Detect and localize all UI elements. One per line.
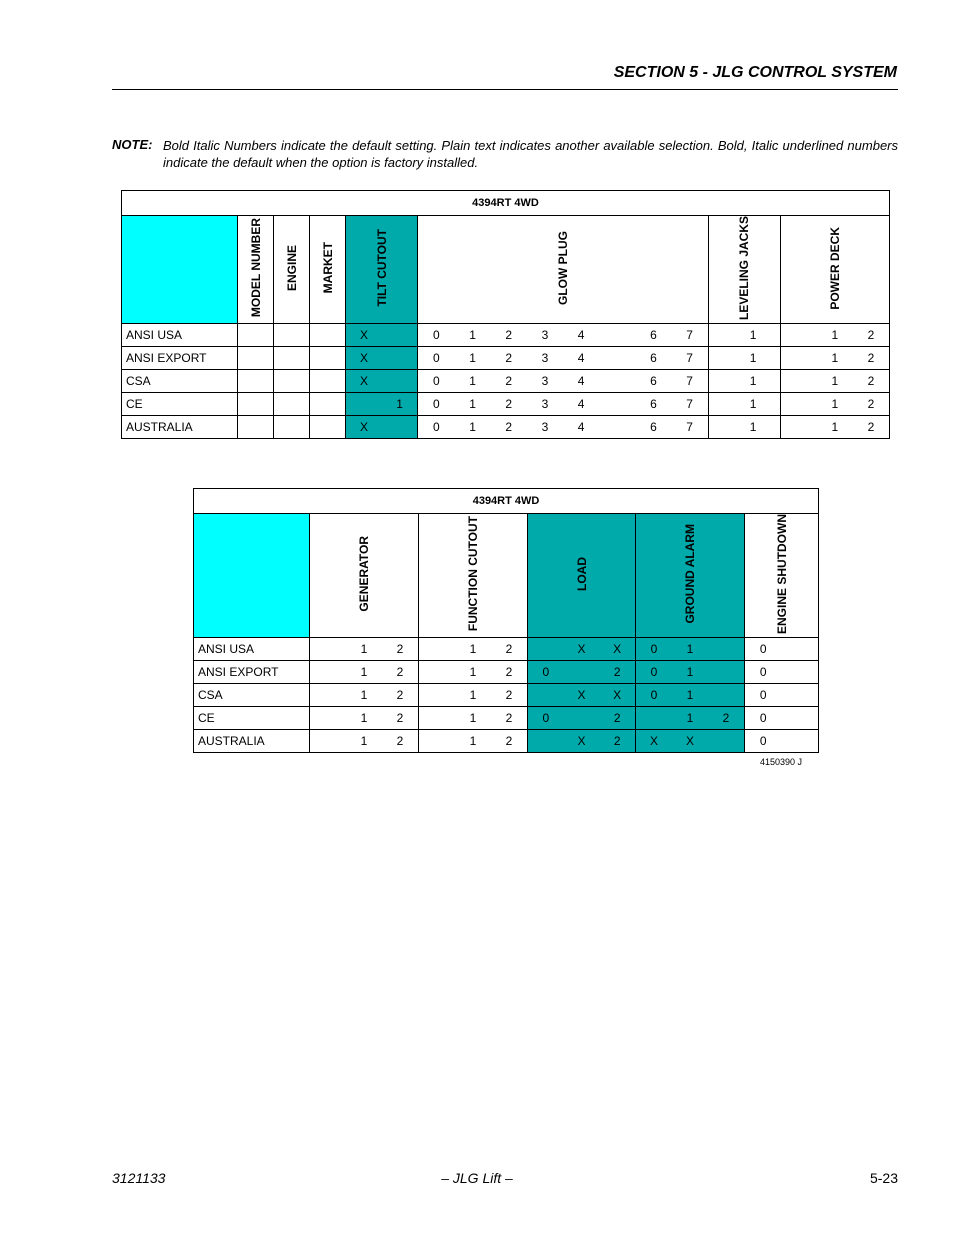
option-value: 3	[541, 420, 549, 435]
glow-plug-cell	[418, 347, 708, 370]
option-value: 2	[396, 688, 404, 702]
section-title: SECTION 5 - JLG CONTROL SYSTEM	[613, 64, 897, 81]
engine-cell	[274, 416, 310, 439]
leveling-jacks-cell	[708, 416, 780, 439]
option-value: 2	[722, 711, 730, 725]
load-cell	[528, 638, 636, 661]
option-value: 1	[831, 420, 839, 435]
option-value: X	[360, 420, 369, 435]
option-value: 2	[505, 328, 513, 343]
leveling-jacks-cell	[708, 347, 780, 370]
table-row	[122, 393, 890, 416]
option-value: 1	[469, 397, 476, 412]
option-value: 2	[396, 642, 404, 656]
option-value: X	[613, 688, 622, 702]
power-deck-cell	[780, 416, 889, 439]
col-leveling-jacks: LEVELING JACKS	[708, 216, 780, 324]
function-cutout-cell	[419, 661, 528, 684]
col-glow-plug: GLOW PLUG	[418, 216, 708, 324]
option-value: 1	[360, 642, 368, 656]
ground-alarm-cell	[636, 707, 745, 730]
option-value: 0	[759, 711, 767, 725]
power-deck-cell	[780, 370, 889, 393]
option-value: 0	[759, 642, 767, 656]
model-number-cell	[238, 370, 274, 393]
option-value: 2	[613, 734, 621, 748]
glow-plug-cell	[418, 324, 708, 347]
option-value: 6	[650, 374, 657, 389]
option-value: 0	[759, 734, 767, 748]
leveling-jacks-cell	[708, 370, 780, 393]
option-value: 1	[749, 374, 757, 389]
col-market: MARKET	[310, 216, 346, 324]
market-cell	[310, 370, 346, 393]
option-value: 7	[686, 351, 693, 366]
engine-shutdown-cell	[745, 638, 819, 661]
market-label: CSA	[194, 684, 310, 707]
table-row	[122, 347, 890, 370]
option-value: X	[649, 734, 658, 748]
option-value: 1	[469, 420, 476, 435]
ground-alarm-cell	[636, 638, 745, 661]
option-value: 1	[749, 328, 757, 343]
table-row	[122, 324, 890, 347]
market-label: CSA	[122, 370, 238, 393]
engine-shutdown-cell	[745, 707, 819, 730]
function-cutout-cell	[419, 684, 528, 707]
option-value: 0	[650, 665, 658, 679]
function-cutout-cell	[419, 730, 528, 753]
ground-alarm-cell	[636, 730, 745, 753]
market-cell	[310, 416, 346, 439]
option-value: 1	[686, 711, 694, 725]
option-value: 2	[505, 734, 513, 748]
option-value: 0	[759, 665, 767, 679]
option-value: 2	[867, 420, 875, 435]
function-cutout-cell	[419, 707, 528, 730]
option-value: 1	[749, 351, 757, 366]
option-value: 4	[577, 374, 585, 389]
engine-shutdown-cell	[745, 661, 819, 684]
glow-plug-cell	[418, 416, 708, 439]
option-value: 2	[505, 420, 513, 435]
note-label: NOTE:	[112, 137, 153, 152]
col-function-cutout: FUNCTION CUTOUT	[419, 514, 528, 638]
option-value: 2	[505, 351, 513, 366]
market-label: ANSI USA	[122, 324, 238, 347]
option-value: 2	[396, 711, 404, 725]
option-value: 1	[469, 665, 477, 679]
option-value: 0	[759, 688, 767, 702]
option-value: 1	[749, 397, 757, 412]
option-value: X	[577, 688, 586, 702]
model-number-cell	[238, 416, 274, 439]
tilt-cutout-cell	[346, 416, 418, 439]
generator-cell	[310, 661, 419, 684]
table1-header-row	[122, 216, 890, 324]
engine-shutdown-cell	[745, 730, 819, 753]
generator-cell	[310, 707, 419, 730]
option-value: 0	[542, 665, 550, 679]
option-value: X	[360, 328, 369, 343]
market-label: AUSTRALIA	[194, 730, 310, 753]
load-cell	[528, 730, 636, 753]
option-value: 1	[396, 397, 403, 412]
market-label: ANSI USA	[194, 638, 310, 661]
option-value: 2	[867, 351, 875, 366]
leveling-jacks-cell	[708, 393, 780, 416]
option-value: X	[360, 374, 369, 389]
engine-cell	[274, 393, 310, 416]
option-value: 1	[469, 642, 477, 656]
market-cell	[310, 347, 346, 370]
option-value: 6	[650, 397, 657, 412]
option-value: X	[577, 642, 586, 656]
option-value: 2	[505, 374, 513, 389]
col-engine-shutdown: ENGINE SHUTDOWN	[745, 514, 819, 638]
option-value: 7	[686, 374, 693, 389]
footer-brand: – JLG Lift –	[441, 1170, 513, 1186]
option-value: 4	[577, 328, 585, 343]
market-cell	[310, 393, 346, 416]
option-value: 2	[867, 328, 875, 343]
option-value: 6	[650, 328, 657, 343]
option-value: 2	[867, 397, 875, 412]
option-value: 7	[686, 397, 693, 412]
function-cutout-cell	[419, 638, 528, 661]
option-value: 2	[613, 665, 621, 679]
option-value: 1	[469, 734, 477, 748]
option-value: 0	[433, 351, 440, 366]
power-deck-cell	[780, 393, 889, 416]
table-row	[122, 370, 890, 393]
power-deck-cell	[780, 347, 889, 370]
table2-corner-cell	[194, 514, 310, 638]
option-value: 7	[686, 328, 693, 343]
table-row	[122, 416, 890, 439]
option-value: 2	[867, 374, 875, 389]
option-value: 1	[469, 374, 476, 389]
option-value: 2	[505, 711, 513, 725]
load-cell	[528, 684, 636, 707]
option-value: 1	[360, 665, 368, 679]
option-value: 4	[577, 420, 585, 435]
options-table-1	[121, 190, 890, 439]
table2-header-row	[194, 514, 819, 638]
option-value: 2	[505, 688, 513, 702]
engine-cell	[274, 347, 310, 370]
option-value: X	[685, 734, 694, 748]
generator-cell	[310, 730, 419, 753]
option-value: 1	[831, 397, 839, 412]
options-table-2	[193, 488, 819, 753]
option-value: 7	[686, 420, 693, 435]
option-value: 2	[396, 734, 404, 748]
tilt-cutout-cell	[346, 347, 418, 370]
power-deck-cell	[780, 324, 889, 347]
engine-shutdown-cell	[745, 684, 819, 707]
generator-cell	[310, 638, 419, 661]
option-value: 1	[831, 328, 839, 343]
footer-doc-number: 3121133	[112, 1170, 166, 1186]
ground-alarm-cell	[636, 684, 745, 707]
engine-cell	[274, 370, 310, 393]
footer-page-number: 5-23	[869, 1170, 898, 1186]
option-value: 1	[360, 688, 368, 702]
option-value: 1	[469, 351, 476, 366]
market-cell	[310, 324, 346, 347]
option-value: 2	[505, 397, 513, 412]
col-ground-alarm: GROUND ALARM	[636, 514, 745, 638]
leveling-jacks-cell	[708, 324, 780, 347]
load-cell	[528, 707, 636, 730]
option-value: X	[577, 734, 586, 748]
table1-corner-cell	[122, 216, 238, 324]
option-value: 1	[749, 420, 757, 435]
option-value: 1	[469, 688, 477, 702]
option-value: 3	[541, 351, 549, 366]
tilt-cutout-cell	[346, 370, 418, 393]
option-value: 1	[686, 688, 694, 702]
option-value: 4	[577, 351, 585, 366]
option-value: 1	[360, 734, 368, 748]
model-number-cell	[238, 324, 274, 347]
table-row	[194, 707, 819, 730]
option-value: 0	[433, 328, 440, 343]
table-row	[194, 638, 819, 661]
col-power-deck: POWER DECK	[780, 216, 889, 324]
option-value: 0	[542, 711, 550, 725]
option-value: 0	[650, 642, 658, 656]
option-value: 2	[505, 642, 513, 656]
tilt-cutout-cell	[346, 324, 418, 347]
option-value: 1	[469, 328, 476, 343]
table1-title: 4394RT 4WD	[122, 191, 890, 216]
option-value: 0	[433, 397, 440, 412]
col-generator: GENERATOR	[310, 514, 419, 638]
col-engine: ENGINE	[274, 216, 310, 324]
market-label: CE	[194, 707, 310, 730]
note-text: Bold Italic Numbers indicate the default setting. Plain text indicates another available selection. Bold, Italic underlined numbers indicate the default when the option is factory installed.	[163, 138, 898, 170]
col-load: LOAD	[528, 514, 636, 638]
option-value: 2	[396, 665, 404, 679]
glow-plug-cell	[418, 393, 708, 416]
load-cell	[528, 661, 636, 684]
market-label: CE	[122, 393, 238, 416]
engine-cell	[274, 324, 310, 347]
tilt-cutout-cell	[346, 393, 418, 416]
header-rule	[112, 89, 898, 90]
option-value: 1	[360, 711, 368, 725]
table-row	[194, 661, 819, 684]
option-value: 6	[650, 420, 657, 435]
option-value: 2	[505, 665, 513, 679]
table-row	[194, 684, 819, 707]
option-value: 1	[469, 711, 477, 725]
glow-plug-cell	[418, 370, 708, 393]
option-value: 0	[650, 688, 658, 702]
col-tilt-cutout: TILT CUTOUT	[346, 216, 418, 324]
generator-cell	[310, 684, 419, 707]
model-number-cell	[238, 347, 274, 370]
market-label: ANSI EXPORT	[122, 347, 238, 370]
option-value: 1	[831, 351, 839, 366]
option-value: 1	[686, 665, 694, 679]
figure-number: 4150390 J	[760, 757, 803, 767]
table2-title: 4394RT 4WD	[194, 489, 819, 514]
option-value: 1	[831, 374, 839, 389]
ground-alarm-cell	[636, 661, 745, 684]
option-value: X	[360, 351, 369, 366]
option-value: 0	[433, 374, 440, 389]
model-number-cell	[238, 393, 274, 416]
option-value: 2	[613, 711, 621, 725]
market-label: ANSI EXPORT	[194, 661, 310, 684]
option-value: 6	[650, 351, 657, 366]
table-row	[194, 730, 819, 753]
option-value: 0	[433, 420, 440, 435]
option-value: 3	[541, 397, 549, 412]
option-value: X	[613, 642, 622, 656]
col-model-number: MODEL NUMBER	[238, 216, 274, 324]
option-value: 3	[541, 374, 549, 389]
option-value: 4	[577, 397, 585, 412]
option-value: 1	[686, 642, 694, 656]
market-label: AUSTRALIA	[122, 416, 238, 439]
option-value: 3	[541, 328, 549, 343]
